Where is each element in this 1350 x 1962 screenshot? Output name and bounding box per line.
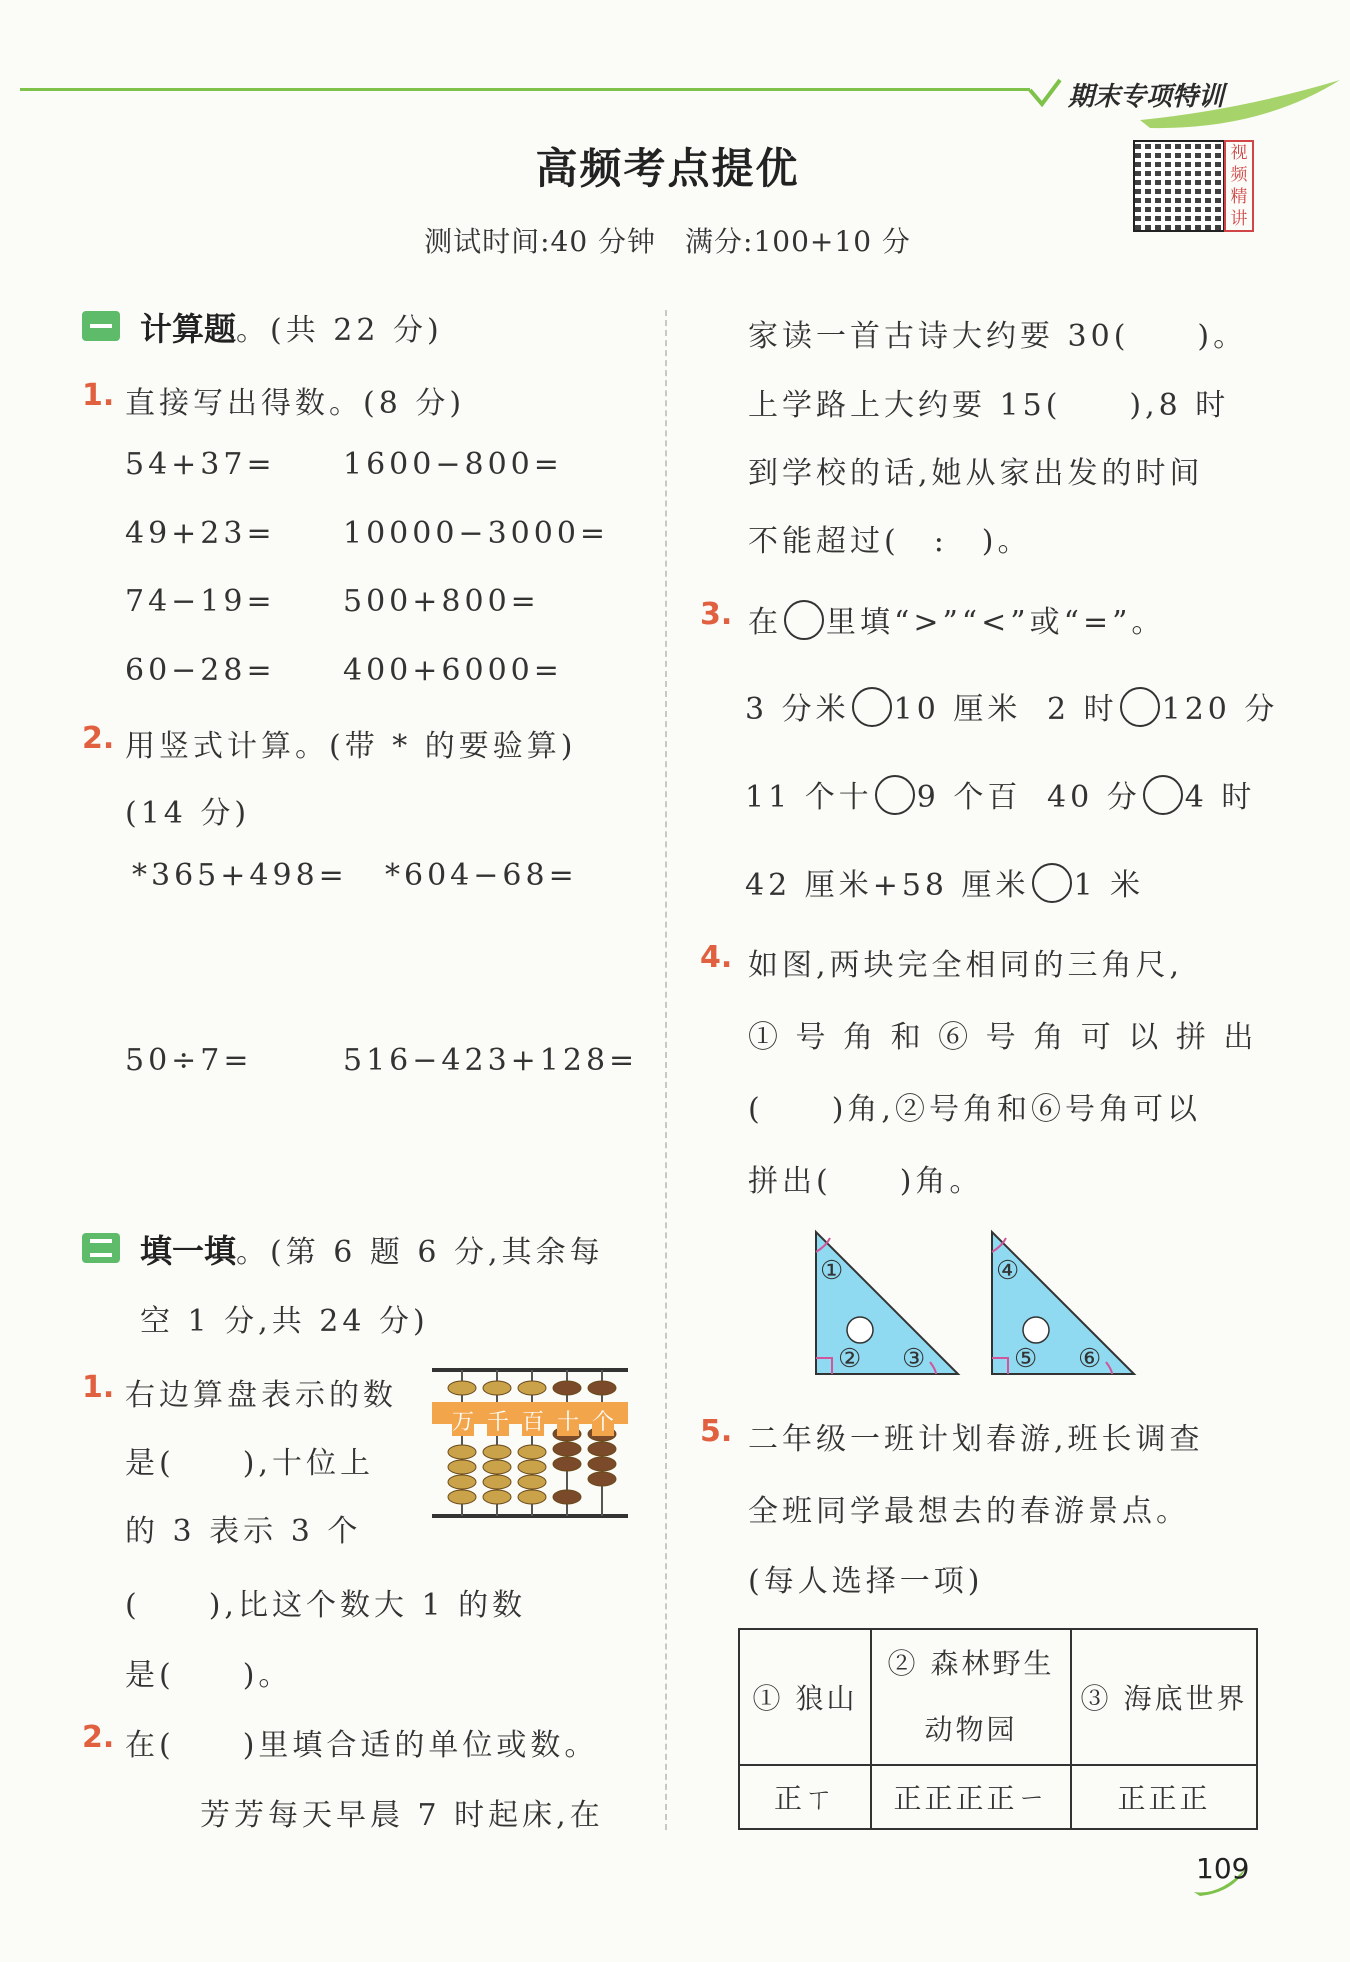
calc-item: 60−28=: [125, 653, 276, 688]
compare-right: 4 时: [1184, 780, 1256, 815]
section-2-points: 。(第 6 题 6 分,其余每: [236, 1235, 604, 1270]
triangle-rulers-figure: [812, 1228, 1172, 1380]
q3-text-b: 里填“>”“<”或“=”。: [826, 605, 1166, 640]
right-cont-line: 到学校的话,她从家出发的时间: [748, 456, 1204, 491]
compare-item: [1047, 684, 1278, 728]
vertical-calc-item: *604−68=: [385, 858, 578, 893]
s2-q1-line: 右边算盘表示的数: [125, 1378, 397, 1413]
table-header: ① 狼山: [739, 1629, 871, 1765]
compare-left: 42 厘米+58 厘米: [745, 868, 1030, 903]
vertical-calc-item: *365+498=: [132, 858, 348, 893]
compare-left: 40 分: [1047, 780, 1141, 815]
compare-left: 11 个十: [745, 780, 873, 815]
abacus-image: [430, 1362, 630, 1522]
compare-item: [745, 772, 1021, 816]
compare-circle-icon[interactable]: [1032, 863, 1072, 903]
q4-number: 4.: [700, 940, 733, 975]
s2-q1-line: ( ),比这个数大 1 的数: [125, 1588, 527, 1623]
section-1-badge-icon: [82, 311, 120, 341]
q4-line: 拼出( )角。: [748, 1164, 984, 1199]
calc-item: 74−19=: [125, 584, 276, 619]
section-2-points-cont: 空 1 分,共 24 分): [140, 1304, 429, 1339]
table-header: [871, 1629, 1071, 1765]
right-cont-line: 家读一首古诗大约要 30( )。: [748, 319, 1248, 354]
triangle-label: ②: [838, 1344, 866, 1374]
abacus-label: 千: [487, 1405, 509, 1436]
tally-cell: 正正正正ㄧ: [871, 1765, 1071, 1829]
s2-q1-line: 是( )。: [125, 1658, 293, 1693]
q4-line: 如图,两块完全相同的三角尺,: [748, 948, 1184, 983]
compare-circle-icon[interactable]: [1120, 687, 1160, 727]
compare-right: 120 分: [1161, 692, 1279, 727]
section-1-title: 计算题: [140, 310, 237, 348]
qr-code-icon[interactable]: [1133, 140, 1225, 232]
q3-number: 3.: [700, 597, 733, 632]
q1-number: 1.: [82, 378, 115, 413]
vertical-calc-item: 50÷7=: [125, 1043, 253, 1078]
triangle-label: ①: [820, 1256, 848, 1286]
survey-table: [738, 1628, 1258, 1830]
column-divider: [665, 310, 667, 1830]
calc-item: 400+6000=: [343, 653, 563, 688]
calc-item: 49+23=: [125, 516, 276, 551]
q3-text: [748, 597, 1165, 641]
section-2-badge-icon: [82, 1233, 120, 1263]
subtitle: 测试时间:40 分钟 满分:100+10 分: [424, 225, 911, 258]
compare-right: 9 个百: [916, 780, 1022, 815]
compare-item: [745, 684, 1021, 728]
q2-number: 2.: [82, 721, 115, 756]
compare-right: 10 厘米: [893, 692, 1022, 727]
abacus-label: 十: [557, 1405, 579, 1436]
page-title: 高频考点提优: [535, 144, 800, 193]
right-cont-line: 不能超过( : )。: [748, 524, 1032, 559]
triangle-label: ⑤: [1014, 1344, 1042, 1374]
section-2-heading: [140, 1226, 604, 1272]
qr-label: 视频精讲: [1224, 140, 1254, 232]
tally-cell: 正正正: [1071, 1765, 1257, 1829]
section-1-points: 。(共 22 分): [236, 313, 443, 348]
table-header-line: ② 森林野生: [887, 1647, 1055, 1680]
compare-circle-icon: [784, 600, 824, 640]
calc-item: 54+37=: [125, 447, 276, 482]
q3-text-a: 在: [748, 605, 782, 640]
q5-line: (每人选择一项): [748, 1564, 984, 1599]
s2-q1-number: 1.: [82, 1370, 115, 1405]
compare-right: 1 米: [1073, 868, 1145, 903]
q2-text: 用竖式计算。(带 * 的要验算): [125, 729, 577, 764]
triangle-label: ⑥: [1078, 1344, 1106, 1374]
table-header-line: 动物园: [924, 1713, 1018, 1746]
q1-text: 直接写出得数。(8 分): [125, 386, 466, 421]
table-header: ③ 海底世界: [1071, 1629, 1257, 1765]
compare-circle-icon[interactable]: [875, 775, 915, 815]
right-cont-line: 上学路上大约要 15( ),8 时: [748, 388, 1230, 423]
compare-left: 3 分米: [745, 692, 850, 727]
tally-cell: 正ㄒ: [739, 1765, 871, 1829]
abacus-label: 百: [522, 1405, 544, 1436]
calc-item: 1600−800=: [343, 447, 563, 482]
header-rule: [20, 88, 1030, 91]
header-tag: 期末专项特训: [1068, 82, 1225, 112]
compare-item: [745, 860, 1144, 904]
q4-line: ( )角,②号角和⑥号角可以: [748, 1092, 1201, 1127]
page-number: 109: [1196, 1852, 1250, 1885]
s2-q2-line: 芳芳每天早晨 7 时起床,在: [200, 1798, 604, 1833]
abacus-label: 个: [592, 1405, 614, 1436]
s2-q1-line: 的 3 表示 3 个: [125, 1514, 362, 1549]
s2-q2-number: 2.: [82, 1720, 115, 1755]
section-1-heading: [140, 304, 443, 350]
q4-line: ① 号 角 和 ⑥ 号 角 可 以 拼 出: [748, 1020, 1258, 1055]
triangle-label: ③: [902, 1344, 930, 1374]
calc-item: 500+800=: [343, 584, 540, 619]
q5-line: 二年级一班计划春游,班长调查: [748, 1422, 1204, 1457]
s2-q2-text: 在( )里填合适的单位或数。: [125, 1728, 599, 1763]
compare-circle-icon[interactable]: [852, 687, 892, 727]
abacus-label: 万: [452, 1405, 474, 1436]
section-2-title: 填一填: [140, 1232, 237, 1270]
compare-left: 2 时: [1047, 692, 1118, 727]
s2-q1-line: 是( ),十位上: [125, 1446, 374, 1481]
q5-number: 5.: [700, 1414, 733, 1449]
triangle-label: ④: [996, 1256, 1024, 1286]
compare-item: [1047, 772, 1255, 816]
vertical-calc-item: 516−423+128=: [343, 1043, 639, 1078]
q5-line: 全班同学最想去的春游景点。: [748, 1494, 1190, 1529]
calc-item: 10000−3000=: [343, 516, 610, 551]
compare-circle-icon[interactable]: [1143, 775, 1183, 815]
q2-points: (14 分): [125, 796, 251, 831]
